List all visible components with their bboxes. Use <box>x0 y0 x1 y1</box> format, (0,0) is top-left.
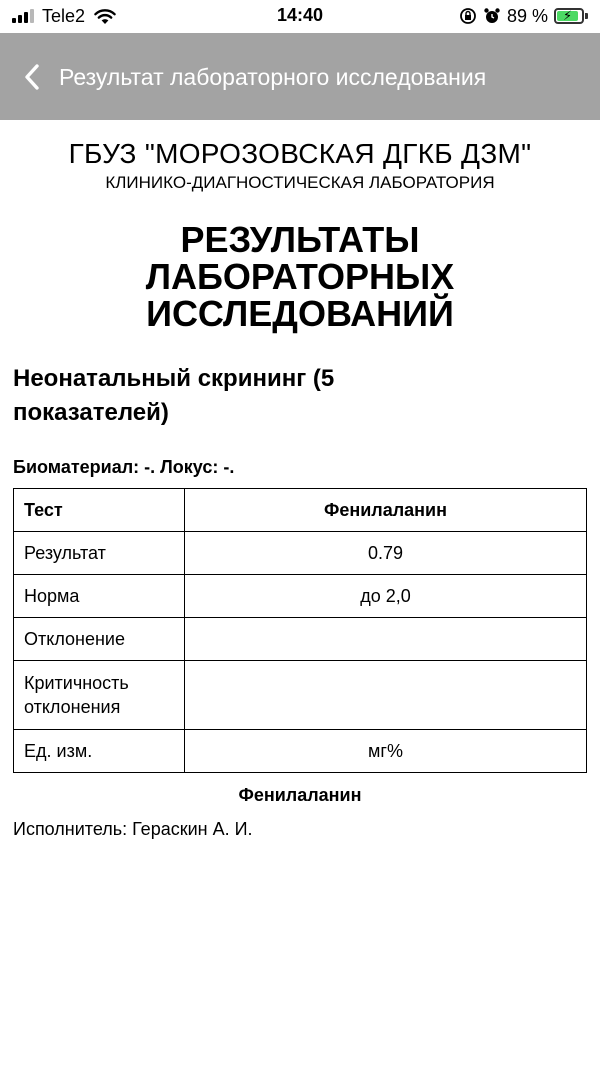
nav-bar <box>0 33 600 120</box>
row-value <box>185 618 587 661</box>
back-button[interactable] <box>20 63 44 91</box>
row-label: Критичность отклонения <box>14 661 185 730</box>
report-title <box>0 221 600 332</box>
battery-percent: 89 % <box>506 5 548 26</box>
biomaterial-info: Биоматериал: -. Локус: -. <box>13 457 235 477</box>
battery-charging-icon <box>554 8 584 24</box>
nav-title: Результат лабораторного исследования <box>59 64 487 90</box>
carrier-name: Tele2 <box>42 5 86 26</box>
table-row <box>14 661 587 730</box>
results-table <box>13 488 587 773</box>
row-value: до 2,0 <box>185 575 587 618</box>
status-time: 14:40 <box>276 5 324 25</box>
status-right <box>459 5 588 27</box>
section-title: Неонатальный скрининг (5 показателей) <box>13 365 335 426</box>
row-label: Отклонение <box>14 618 185 661</box>
table-caption: Фенилаланин <box>238 785 362 805</box>
table-row <box>14 532 587 575</box>
row-value <box>185 661 587 730</box>
chevron-left-icon <box>24 64 40 90</box>
battery-tip <box>585 13 588 19</box>
status-bar <box>0 0 600 33</box>
table-header-row <box>14 489 587 532</box>
table-row <box>14 618 587 661</box>
table-row <box>14 730 587 773</box>
row-value: мг% <box>185 730 587 773</box>
report-title-line: ИССЛЕДОВАНИЙ <box>146 293 454 334</box>
organization-name: ГБУЗ "МОРОЗОВСКАЯ ДГКБ ДЗМ" <box>68 138 532 169</box>
row-label: Норма <box>14 575 185 618</box>
row-label: Ед. изм. <box>14 730 185 773</box>
executor-info: Исполнитель: Гераскин А. И. <box>13 819 253 839</box>
bolt-icon: ⚡ <box>563 8 573 23</box>
report-title-line: ЛАБОРАТОРНЫХ <box>145 256 455 297</box>
header-analyte: Фенилаланин <box>185 489 587 532</box>
header-test: Тест <box>14 489 185 532</box>
laboratory-name: КЛИНИКО-ДИАГНОСТИЧЕСКАЯ ЛАБОРАТОРИЯ <box>105 173 495 192</box>
alarm-icon <box>483 7 501 25</box>
row-label: Результат <box>14 532 185 575</box>
report-title-line: РЕЗУЛЬТАТЫ <box>180 219 420 260</box>
row-value: 0.79 <box>185 532 587 575</box>
orientation-lock-icon <box>459 7 477 25</box>
table-row <box>14 575 587 618</box>
